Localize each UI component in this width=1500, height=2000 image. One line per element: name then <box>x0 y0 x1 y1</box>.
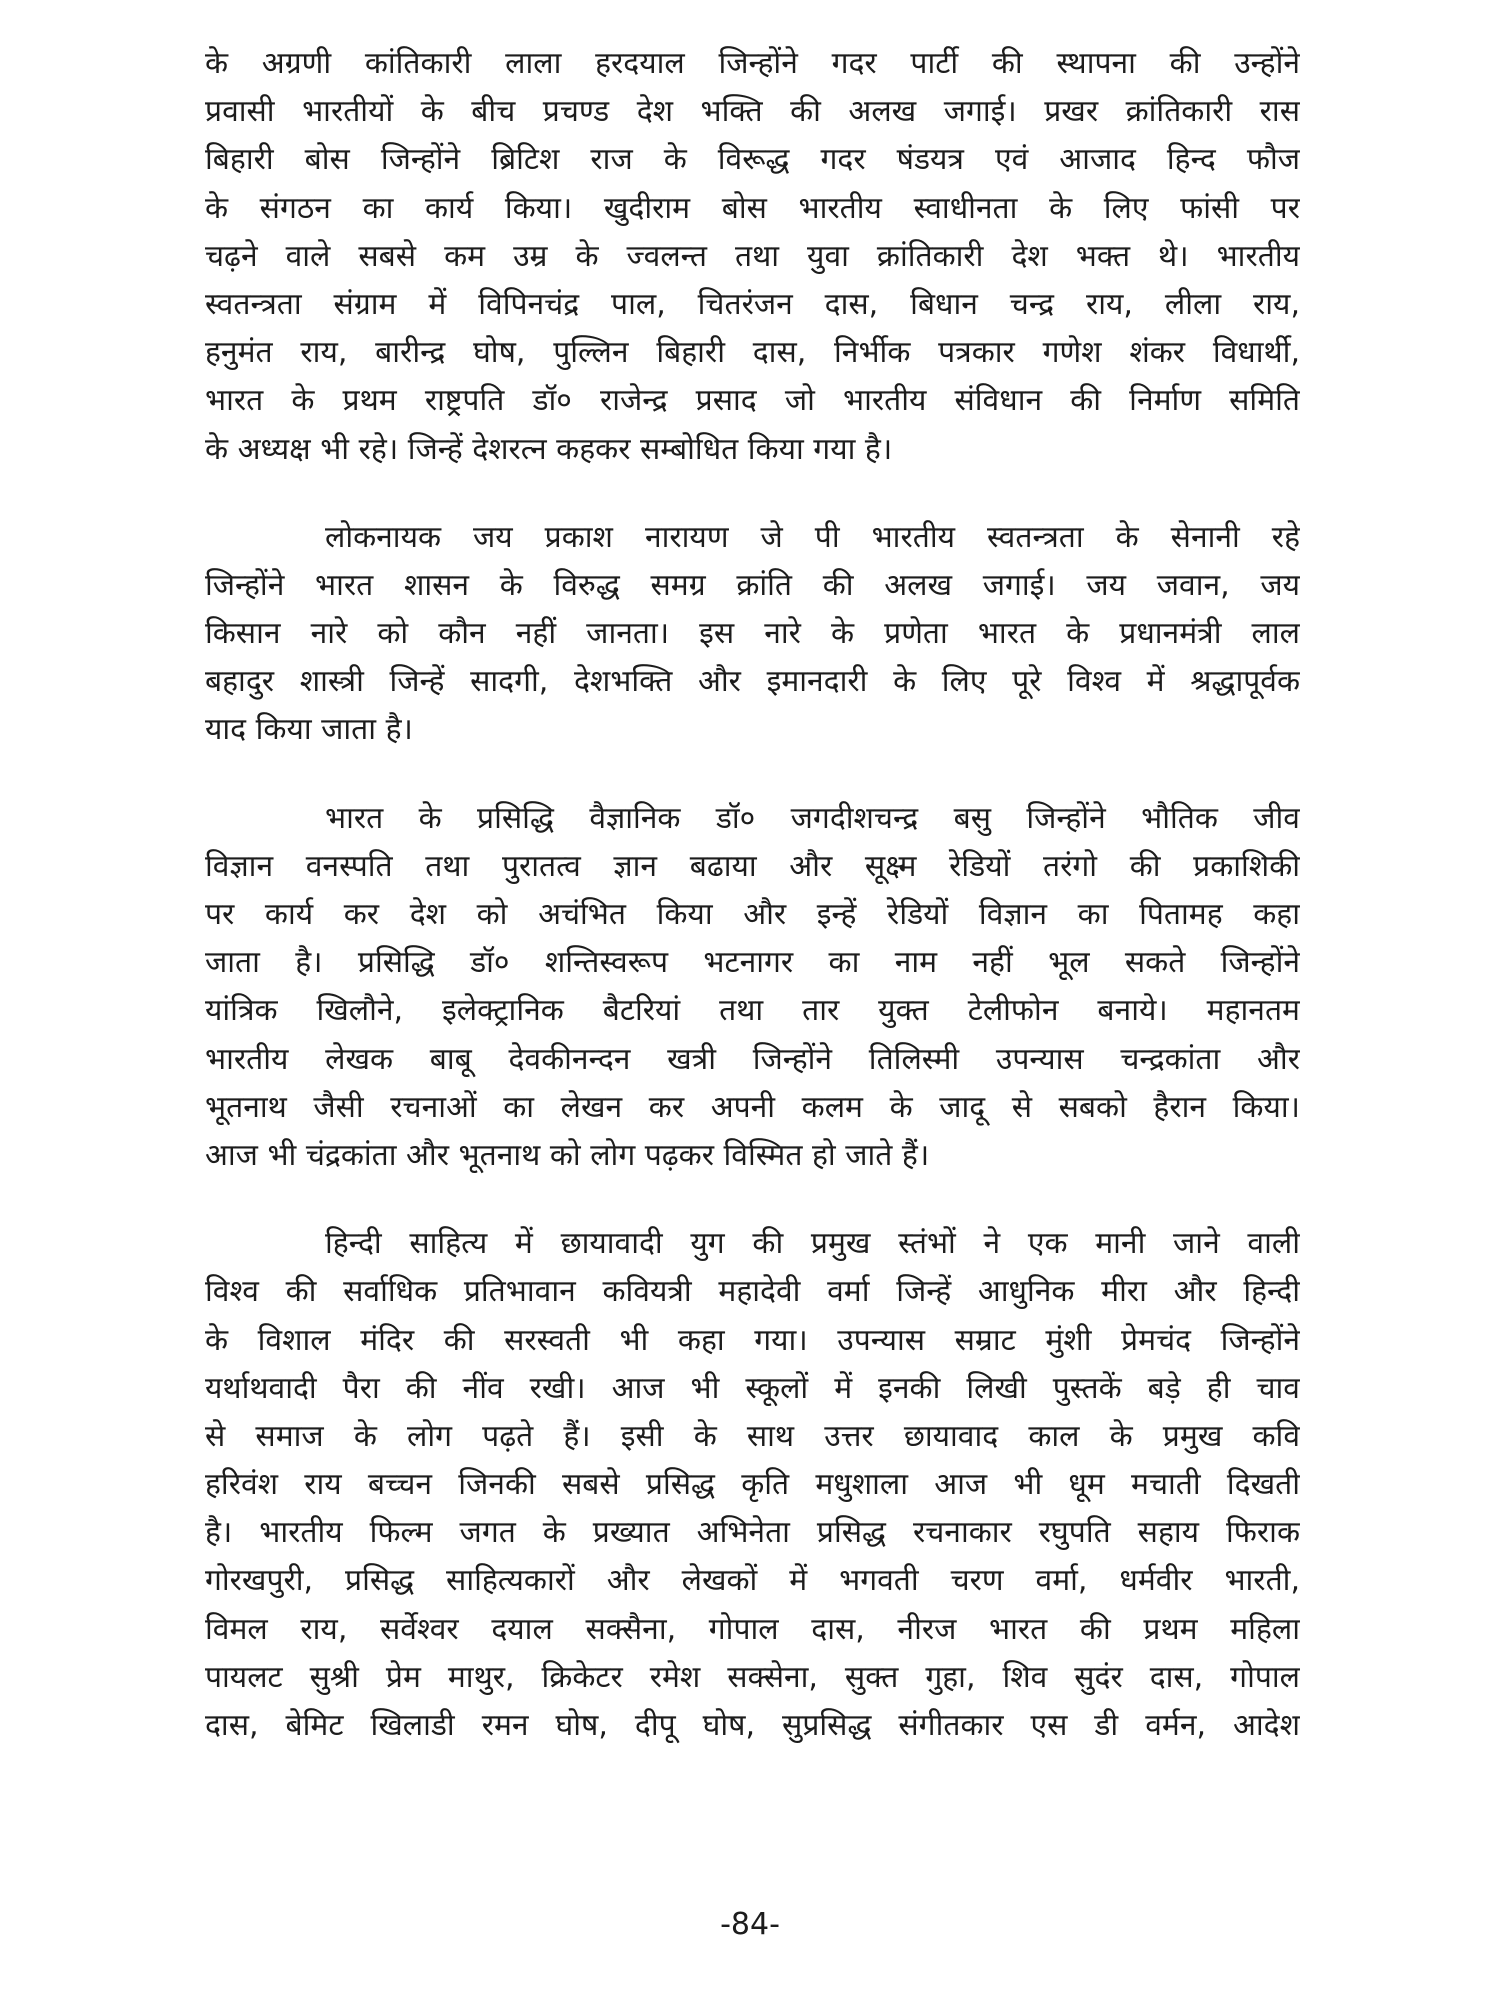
text-line: बहादुर शास्त्री जिन्हें सादगी, देशभक्ति और इमानदारी के लिए पूरे विश्व में श्रद्धापूर्वक <box>205 664 1300 700</box>
text-line: किसान नारे को कौन नहीं जानता। इस नारे के प्रणेता भारत के प्रधानमंत्री लाल <box>205 616 1300 652</box>
text-line: है। भारतीय फिल्म जगत के प्रख्यात अभिनेता प्रसिद्ध रचनाकार रघुपति सहाय फिराक <box>205 1515 1300 1551</box>
text-line: के विशाल मंदिर की सरस्वती भी कहा गया। उपन्यास सम्राट मुंशी प्रेमचंद जिन्होंने <box>205 1322 1300 1358</box>
text-line: यांत्रिक खिलौने, इलेक्ट्रानिक बैटरियां तथा तार युक्त टेलीफोन बनाये। महानतम <box>205 993 1300 1029</box>
text-line: विश्व की सर्वाधिक प्रतिभावान कवियत्री महादेवी वर्मा जिन्हें आधुनिक मीरा और हिन्दी <box>205 1274 1300 1310</box>
text-line: के अग्रणी कांतिकारी लाला हरदयाल जिन्होंने गदर पार्टी की स्थापना की उन्होंने <box>205 46 1300 81</box>
text-line: भारत के प्रथम राष्ट्रपति डॉ० राजेन्द्र प्रसाद जो भारतीय संविधान की निर्माण समिति <box>205 383 1300 419</box>
text-line: भारतीय लेखक बाबू देवकीनन्दन खत्री जिन्होंने तिलिस्मी उपन्यास चन्द्रकांता और <box>205 1041 1300 1077</box>
text-line: के अध्यक्ष भी रहे। जिन्हें देशरत्न कहकर सम्बोधित किया गया है। <box>205 431 893 467</box>
text-line: स्वतन्त्रता संग्राम में विपिनचंद्र पाल, चितरंजन दास, बिधान चन्द्र राय, लीला राय, <box>205 286 1300 322</box>
text-line: जाता है। प्रसिद्धि डॉ० शन्तिस्वरूप भटनागर का नाम नहीं भूल सकते जिन्होंने <box>205 945 1300 981</box>
text-line: दास, बेमिट खिलाडी रमन घोष, दीपू घोष, सुप्रसिद्ध संगीतकार एस डी वर्मन, आदेश <box>205 1708 1300 1743</box>
text-line: गोरखपुरी, प्रसिद्ध साहित्यकारों और लेखकों में भगवती चरण वर्मा, धर्मवीर भारती, <box>205 1563 1300 1599</box>
text-line: बिहारी बोस जिन्होंने ब्रिटिश राज के विरूद्ध गदर षंडयत्र एवं आजाद हिन्द फौज <box>205 142 1300 178</box>
text-line: हरिवंश राय बच्चन जिनकी सबसे प्रसिद्ध कृति मधुशाला आज भी धूम मचाती दिखती <box>205 1467 1300 1503</box>
paragraph-4 <box>205 1220 1300 1750</box>
text-line: के संगठन का कार्य किया। खुदीराम बोस भारतीय स्वाधीनता के लिए फांसी पर <box>205 190 1300 226</box>
text-line: आज भी चंद्रकांता और भूतनाथ को लोग पढ़कर विस्मित हो जाते हैं। <box>205 1137 930 1173</box>
text-line: हनुमंत राय, बारीन्द्र घोष, पुल्लिन बिहारी दास, निर्भीक पत्रकार गणेश शंकर विधार्थी, <box>205 335 1300 371</box>
page-number: -84- <box>720 1907 780 1942</box>
text-line: पर कार्य कर देश को अचंभित किया और इन्हें रेडियों विज्ञान का पितामह कहा <box>205 897 1300 932</box>
paragraph-3 <box>205 795 1300 1181</box>
document-page <box>205 40 1300 1790</box>
text-line: भारत के प्रसिद्धि वैज्ञानिक डॉ० जगदीशचन्द्र बसु जिन्होंने भौतिक जीव <box>325 800 1300 836</box>
text-line: प्रवासी भारतीयों के बीच प्रचण्ड देश भक्ति की अलख जगाई। प्रखर क्रांतिकारी रास <box>205 94 1300 130</box>
text-line: याद किया जाता है। <box>205 712 413 748</box>
text-line: से समाज के लोग पढ़ते हैं। इसी के साथ उत्तर छायावाद काल के प्रमुख कवि <box>205 1418 1300 1454</box>
text-line: विमल राय, सर्वेश्वर दयाल सक्सैना, गोपाल दास, नीरज भारत की प्रथम महिला <box>205 1611 1300 1647</box>
text-line: चढ़ने वाले सबसे कम उम्र के ज्वलन्त तथा युवा क्रांतिकारी देश भक्त थे। भारतीय <box>205 238 1300 274</box>
text-line: भूतनाथ जैसी रचनाओं का लेखन कर अपनी कलम के जादू से सबको हैरान किया। <box>205 1089 1300 1125</box>
text-line: हिन्दी साहित्य में छायावादी युग की प्रमुख स्तंभों ने एक मानी जाने वाली <box>325 1226 1300 1262</box>
text-line: यर्थाथवादी पैरा की नींव रखी। आज भी स्कूलों में इनकी लिखी पुस्तकें बड़े ही चाव <box>205 1370 1300 1406</box>
text-line: विज्ञान वनस्पति तथा पुरातत्व ज्ञान बढाया और सूक्ष्म रेडियों तरंगो की प्रकाशिकी <box>205 848 1300 884</box>
paragraph-2 <box>205 514 1300 755</box>
paragraph-1 <box>205 40 1300 474</box>
text-line: लोकनायक जय प्रकाश नारायण जे पी भारतीय स्वतन्त्रता के सेनानी रहे <box>325 519 1300 555</box>
text-line: पायलट सुश्री प्रेम माथुर, क्रिकेटर रमेश सक्सेना, सुक्त गुहा, शिव सुदंर दास, गोपाल <box>205 1659 1300 1695</box>
text-line: जिन्होंने भारत शासन के विरुद्ध समग्र क्रांति की अलख जगाई। जय जवान, जय <box>205 567 1300 603</box>
